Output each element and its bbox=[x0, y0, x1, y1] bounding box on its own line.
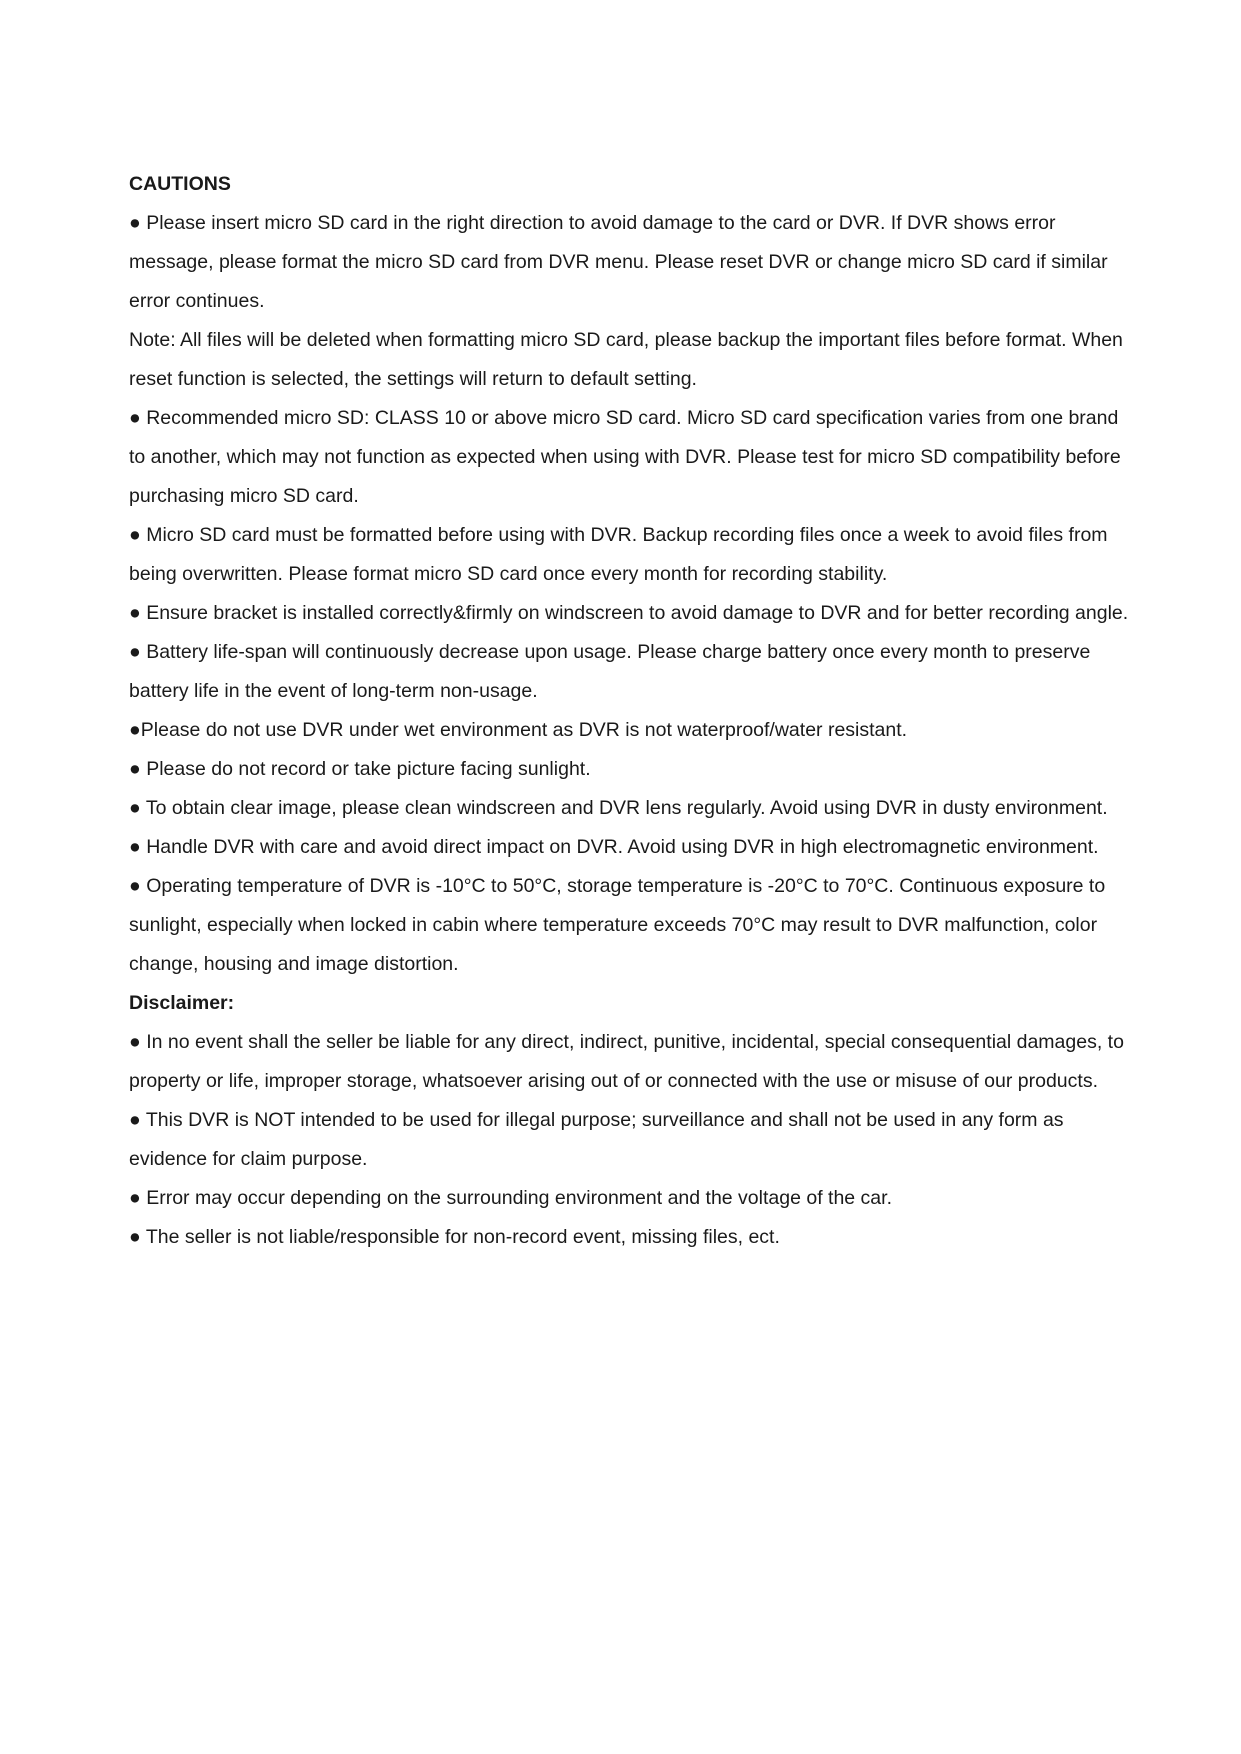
caution-item: ● Micro SD card must be formatted before using with DVR. Backup recording files once a week to avoid files from being overwritten. Please format micro SD card once every month for recording stability. bbox=[129, 524, 1108, 585]
caution-item: ● Handle DVR with care and avoid direct impact on DVR. Avoid using DVR in high electromagnetic environment. bbox=[129, 836, 1099, 858]
caution-item: ● Recommended micro SD: CLASS 10 or above micro SD card. Micro SD card specification varies from one brand to another, which may not function as expected when using with DVR. Please test for micro SD compatibility before purchasing micro SD card. bbox=[129, 407, 1121, 507]
caution-item: ● Operating temperature of DVR is -10°C to 50°C, storage temperature is -20°C to 70°C. Continuous exposure to sunlight, especially when locked in cabin where temperature exceeds 70°C may result to DVR malfunction, color change, housing and image distortion. bbox=[129, 875, 1106, 975]
caution-note: Note: All files will be deleted when formatting micro SD card, please backup the important files before format. When reset function is selected, the settings will return to default setting. bbox=[129, 329, 1123, 390]
caution-item: ●Please do not use DVR under wet environment as DVR is not waterproof/water resistant. bbox=[129, 719, 908, 741]
disclaimer-item: ● The seller is not liable/responsible for non-record event, missing files, ect. bbox=[129, 1226, 780, 1248]
disclaimer-item: ● In no event shall the seller be liable for any direct, indirect, punitive, incidental, special consequential damages, to property or life, improper storage, whatsoever arising out of or connected with the use or misuse of our products. bbox=[129, 1031, 1124, 1092]
caution-item: ● Please insert micro SD card in the right direction to avoid damage to the card or DVR. If DVR shows error message, please format the micro SD card from DVR menu. Please reset DVR or change micro SD card if similar error continues. bbox=[129, 212, 1108, 312]
caution-item: ● Please do not record or take picture facing sunlight. bbox=[129, 758, 591, 780]
cautions-heading: CAUTIONS bbox=[129, 173, 231, 195]
caution-item: ● Ensure bracket is installed correctly&firmly on windscreen to avoid damage to DVR and for better recording angle. bbox=[129, 602, 1129, 624]
caution-item: ● Battery life-span will continuously decrease upon usage. Please charge battery once every month to preserve battery life in the event of long-term non-usage. bbox=[129, 641, 1091, 702]
document-body bbox=[129, 165, 1139, 1257]
disclaimer-heading: Disclaimer: bbox=[129, 992, 235, 1014]
disclaimer-item: ● This DVR is NOT intended to be used for illegal purpose; surveillance and shall not be used in any form as evidence for claim purpose. bbox=[129, 1109, 1064, 1170]
disclaimer-item: ● Error may occur depending on the surrounding environment and the voltage of the car. bbox=[129, 1187, 892, 1209]
caution-item: ● To obtain clear image, please clean windscreen and DVR lens regularly. Avoid using DVR in dusty environment. bbox=[129, 797, 1108, 819]
